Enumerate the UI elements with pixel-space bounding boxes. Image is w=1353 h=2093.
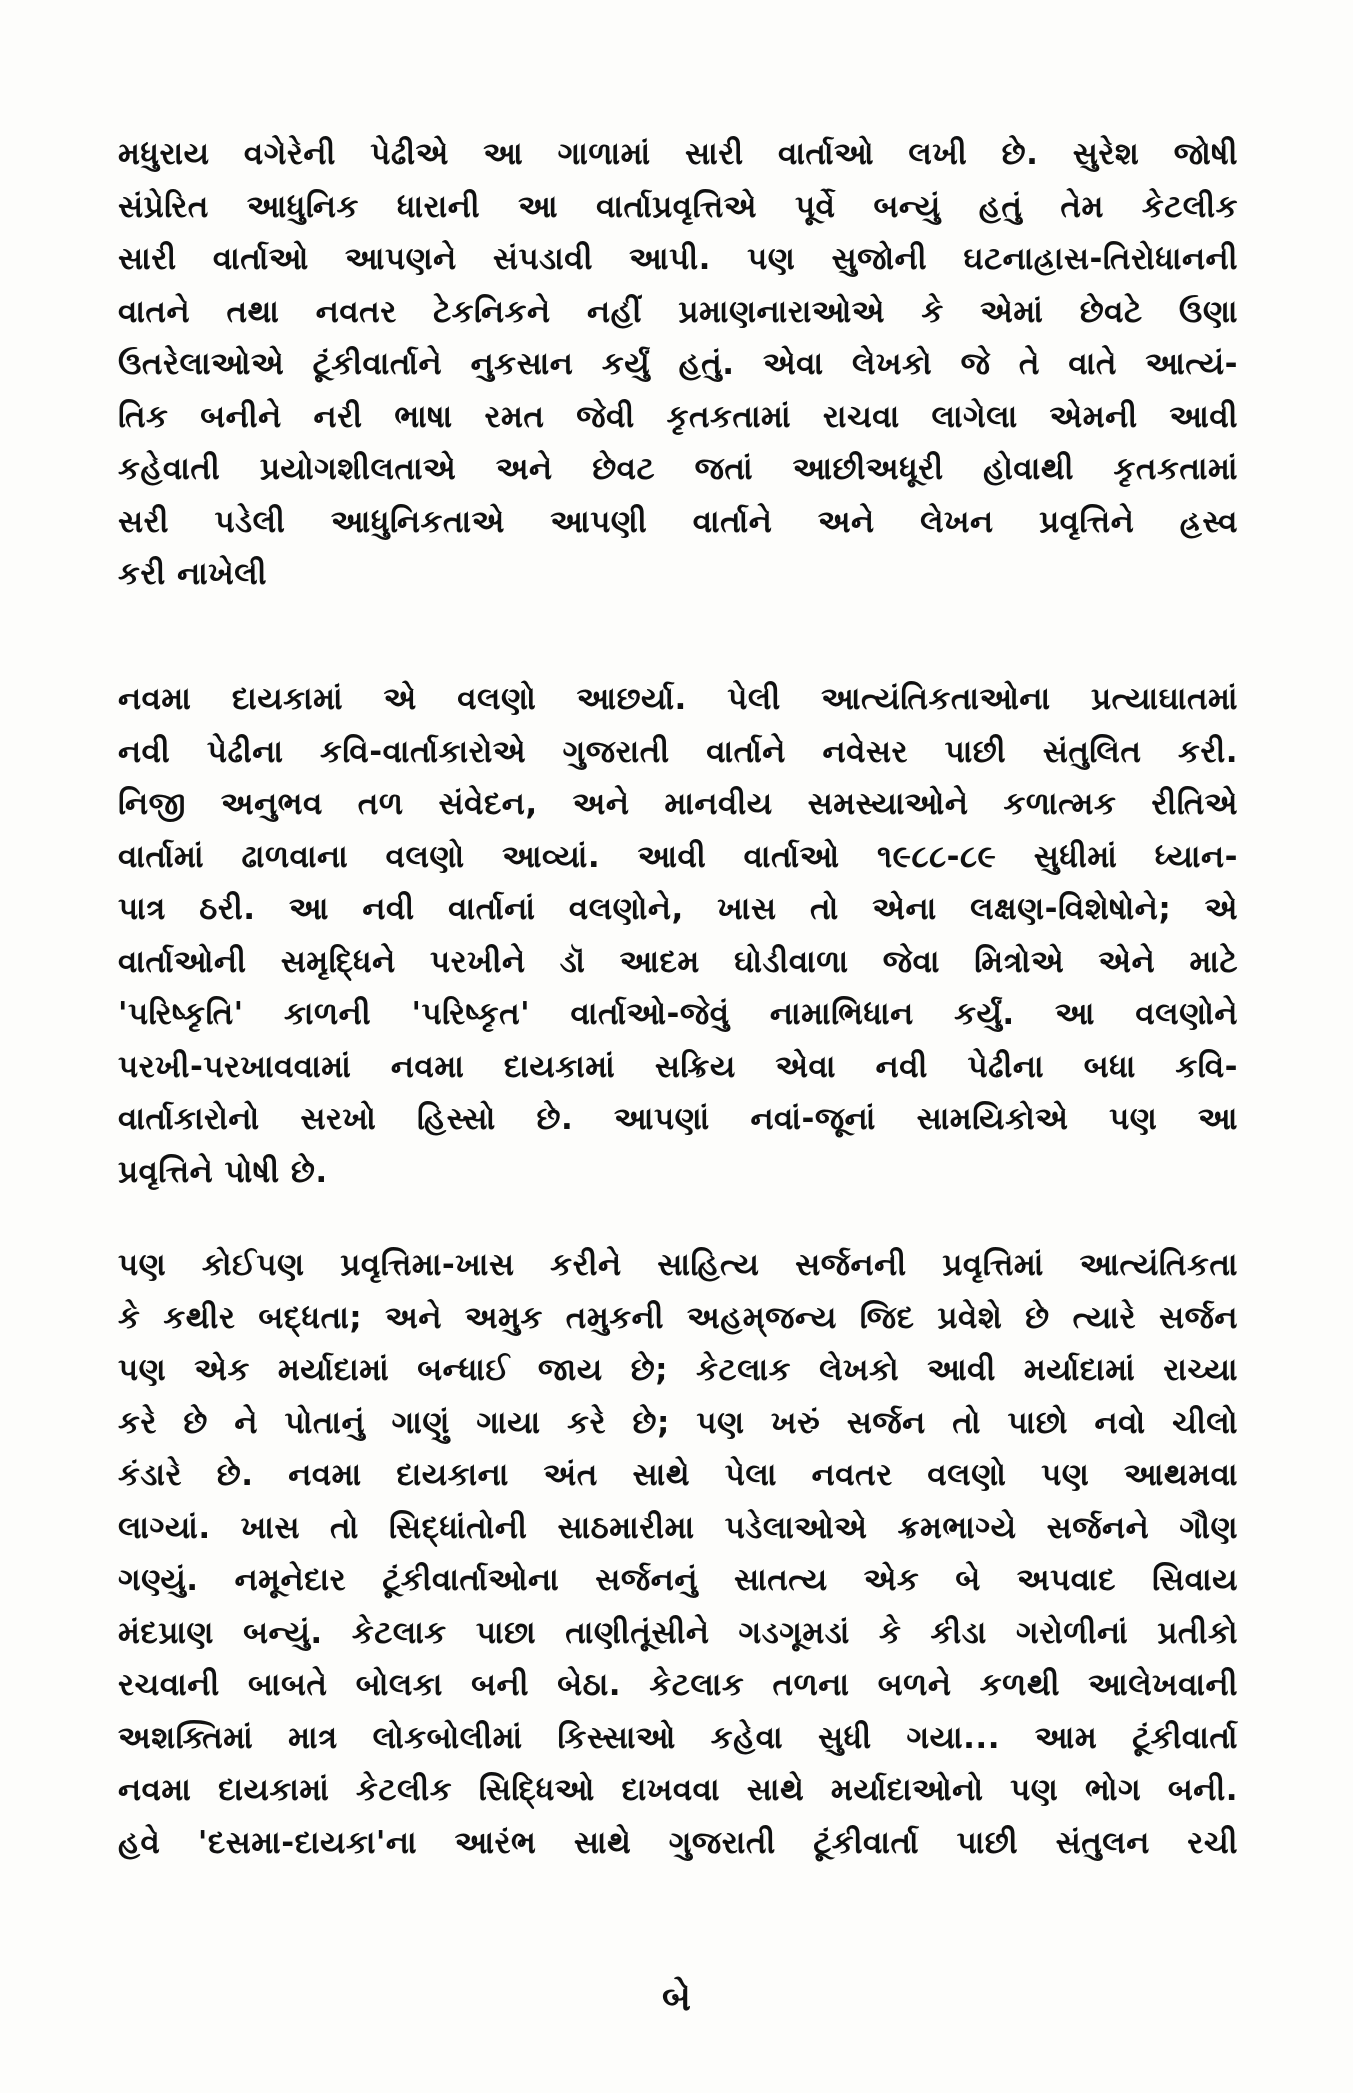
text-line: સંપ્રેરિત આધુનિક ધારાની આ વાર્તાપ્રવૃત્તિએ પૂર્વે બન્યું હતું તેમ કેટલીક [118, 188, 1238, 225]
text-line: પાત્ર ઠરી. આ નવી વાર્તાનાં વલણોને, ખાસ તો એના લક્ષણ-વિશેષોને; એ [118, 891, 1238, 927]
text-line: મધુરાય વગેરેની પેઢીએ આ ગાળામાં સારી વાર્તાઓ લખી છે. સુરેશ જોષી [118, 136, 1238, 172]
text-line: વાર્તામાં ઢાળવાના વલણો આવ્યાં. આવી વાર્તાઓ ૧૯૮૮-૮૯ સુધીમાં ધ્યાન- [118, 838, 1238, 875]
text-line: વાર્તાઓની સમૃદ્ધિને પરખીને ડૉ આદમ ઘોડીવાળા જેવા મિત્રોએ એને માટે [118, 943, 1238, 980]
text-line: કે કથીર બદ્ધતા; અને અમુક તમુકની અહમ્‌જન્ય જિદ પ્રવેશે છે ત્યારે સર્જન [118, 1299, 1238, 1336]
text-line: નિજી અનુભવ તળ સંવેદન, અને માનવીય સમસ્યાઓને કળાત્મક રીતિએ [118, 786, 1238, 822]
text-line: હવે 'દસમા-દાયકા'ના આરંભ સાથે ગુજરાતી ટૂંકીવાર્તા પાછી સંતુલન રચી [118, 1824, 1238, 1861]
text-line: પ્રવૃત્તિને પોષી છે. [118, 1153, 328, 1190]
page-number: બે [662, 1978, 691, 2019]
text-line: સરી પડેલી આધુનિકતાએ આપણી વાર્તાને અને લેખન પ્રવૃત્તિને હ્રસ્વ [118, 503, 1238, 540]
text-line: મંદપ્રાણ બન્યું. કેટલાક પાછા તાણીતૂંસીને ગડગૂમડાં કે કીડા ગરોળીનાં પ્રતીકો [118, 1614, 1238, 1651]
text-line: નવમા દાયકામાં કેટલીક સિદ્ધિઓ દાખવવા સાથે મર્યાદાઓનો પણ ભોગ બની. [118, 1772, 1238, 1808]
text-line: કહેવાતી પ્રયોગશીલતાએ અને છેવટ જતાં આછીઅધૂરી હોવાથી કૃતકતામાં [118, 451, 1238, 487]
paragraph-2 [118, 673, 1238, 1198]
text-line: કરી નાખેલી [118, 556, 268, 592]
text-line: 'પરિષ્કૃતિ' કાળની 'પરિષ્કૃત' વાર્તાઓ-જેવું નામાભિધાન કર્યું. આ વલણોને [118, 996, 1238, 1032]
text-line: સારી વાર્તાઓ આપણને સંપડાવી આપી. પણ સુજોની ઘટનાહ્રાસ-તિરોધાનની [118, 241, 1238, 277]
text-line: પરખી-પરખાવવામાં નવમા દાયકામાં સક્રિય એવા નવી પેઢીના બધા કવિ- [118, 1048, 1238, 1085]
text-line: અશક્તિમાં માત્ર લોકબોલીમાં કિસ્સાઓ કહેવા સુધી ગયા... આમ ટૂંકીવાર્તા [118, 1719, 1238, 1756]
paragraph-3 [118, 1239, 1238, 1869]
text-line: ઉતરેલાઓએ ટૂંકીવાર્તાને નુકસાન કર્યું હતું. એવા લેખકો જે તે વાતે આત્યં- [118, 346, 1238, 382]
text-line: નવમા દાયકામાં એ વલણો આછર્યા. પેલી આત્યંતિકતાઓના પ્રત્યાઘાતમાં [118, 681, 1238, 717]
paragraph-1 [118, 128, 1238, 601]
text-line: કંડારે છે. નવમા દાયકાના અંત સાથે પેલા નવતર વલણો પણ આથમવા [118, 1457, 1238, 1493]
text-line: કરે છે ને પોતાનું ગાણું ગાયા કરે છે; પણ ખરું સર્જન તો પાછો નવો ચીલો [118, 1404, 1238, 1441]
text-line: નવી પેઢીના કવિ-વાર્તાકારોએ ગુજરાતી વાર્તાને નવેસર પાછી સંતુલિત કરી. [118, 733, 1238, 770]
text-line: ગણ્યું. નમૂનેદાર ટૂંકીવાર્તાઓના સર્જનનું સાતત્ય એક બે અપવાદ સિવાય [118, 1562, 1238, 1598]
text-line: પણ કોઈપણ પ્રવૃત્તિમા-ખાસ કરીને સાહિત્ય સર્જનની પ્રવૃત્તિમાં આત્યંતિકતા [118, 1247, 1238, 1283]
text-line: તિક બનીને નરી ભાષા રમત જેવી કૃતકતામાં રાચવા લાગેલા એમની આવી [118, 398, 1238, 435]
text-line: લાગ્યાં. ખાસ તો સિદ્ધાંતોની સાઠમારીમા પડેલાઓએ ક્રમભાગ્યે સર્જનને ગૌણ [118, 1509, 1238, 1546]
text-line: રચવાની બાબતે બોલકા બની બેઠા. કેટલાક તળના બળને કળથી આલેખવાની [118, 1667, 1238, 1703]
text-line: પણ એક મર્યાદામાં બન્ધાઈ જાય છે; કેટલાક લેખકો આવી મર્યાદામાં રાચ્યા [118, 1352, 1238, 1388]
text-line: વાર્તાકારોનો સરખો હિસ્સો છે. આપણાં નવાં-જૂનાં સામયિકોએ પણ આ [118, 1101, 1238, 1137]
text-line: વાતને તથા નવતર ટેકનિકને નહીં પ્રમાણનારાઓએ કે એમાં છેવટે ઉણા [118, 293, 1238, 330]
